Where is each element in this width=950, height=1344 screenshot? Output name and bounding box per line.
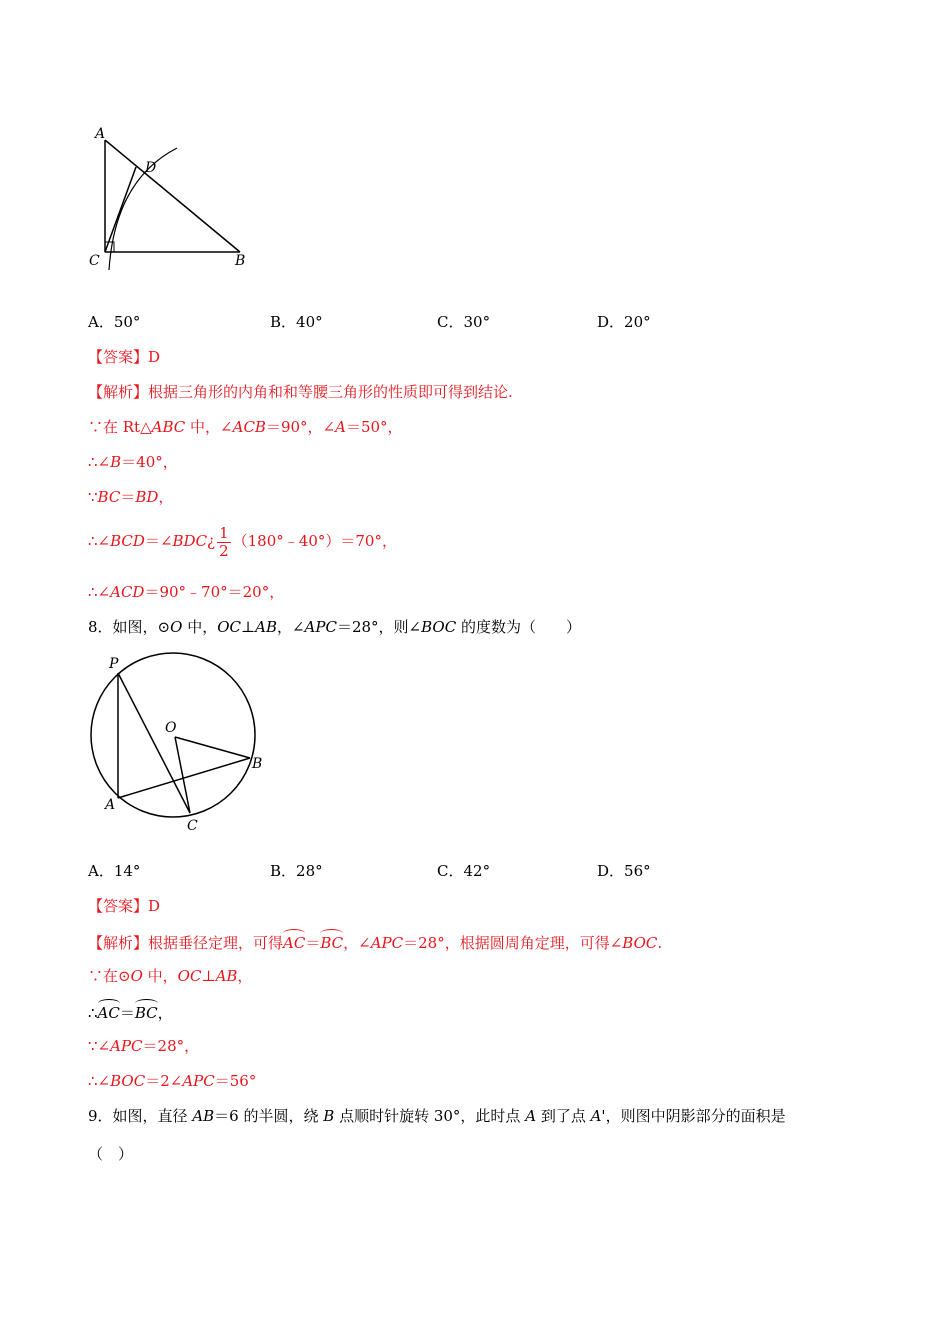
- text: 到了点: [536, 1107, 591, 1125]
- text: A': [590, 1107, 606, 1125]
- q8-stem: [88, 617, 581, 637]
- text: AB: [215, 967, 238, 985]
- label-d: D: [145, 160, 157, 176]
- text: ＝56°: [214, 1072, 257, 1090]
- analysis-label: 【解析】: [88, 934, 149, 952]
- text: BD: [135, 488, 159, 506]
- label-c: C: [89, 253, 100, 269]
- text: O: [130, 967, 143, 985]
- analysis-text: 根据三角形的内角和和等腰三角形的性质即可得到结论.: [148, 383, 513, 401]
- text: ∴: [88, 1004, 98, 1022]
- q8-option-d[interactable]: D．56°: [597, 862, 651, 880]
- q7-step-3: [88, 487, 173, 507]
- q8-option-b[interactable]: B．28°: [270, 862, 323, 880]
- text: APC: [304, 618, 337, 636]
- text: ⊥: [201, 967, 216, 985]
- text: A: [525, 1107, 537, 1125]
- q9-stem: [88, 1106, 786, 1126]
- text: ∵在 Rt△: [88, 418, 152, 436]
- text: ，: [157, 1004, 173, 1022]
- text: BOC: [421, 618, 457, 636]
- text: ACB: [232, 418, 266, 436]
- label-o: O: [165, 720, 177, 736]
- q7-analysis: [88, 382, 513, 402]
- q8-step-3: [88, 1036, 199, 1056]
- text: ＝2∠: [145, 1072, 183, 1090]
- text: ∵∠: [88, 1037, 111, 1055]
- arc-ac: AC: [98, 1001, 120, 1023]
- denominator: 2: [219, 541, 229, 560]
- text: O: [170, 618, 183, 636]
- text: ＝50°，: [345, 418, 403, 436]
- text: ∴∠: [88, 532, 111, 550]
- label-a: A: [95, 126, 106, 142]
- text: ＝90°﹣70°＝20°，: [144, 583, 285, 601]
- q7-answer: 【答案】D: [88, 348, 161, 366]
- label-p: P: [109, 656, 119, 672]
- text: ＝28°，根据圆周角定理，可得∠: [403, 934, 623, 952]
- label-a: A: [105, 797, 116, 813]
- q7-step-4: [88, 522, 397, 560]
- text: BCD: [110, 532, 145, 550]
- text: ⊥: [241, 618, 256, 636]
- text: ∵: [88, 488, 98, 506]
- q8-step-1: [88, 966, 252, 986]
- text: 中，: [182, 618, 218, 636]
- q7-step-1: [88, 417, 403, 437]
- q7-option-a[interactable]: A．50°: [88, 313, 141, 331]
- q7-step-5: [88, 582, 284, 602]
- triangle-figure-q7: [85, 120, 285, 280]
- text: BDC: [172, 532, 208, 550]
- text: APC: [182, 1072, 215, 1090]
- text: ABC: [151, 418, 186, 436]
- text: ＝∠: [144, 532, 173, 550]
- text: （180°﹣40°）＝70°，: [232, 532, 397, 550]
- text: OC: [217, 618, 241, 636]
- q8-option-a[interactable]: A．14°: [88, 862, 141, 880]
- q9-stem-line-2: （ ）: [88, 1145, 134, 1163]
- text: A: [335, 418, 346, 436]
- numerator: 1: [219, 523, 229, 542]
- text: 的度数为（ ）: [456, 618, 581, 636]
- q8-answer: 【答案】D: [88, 897, 161, 915]
- q7-option-c[interactable]: C．30°: [437, 313, 491, 331]
- text: ¿: [207, 532, 216, 550]
- text: ＝: [119, 1004, 135, 1022]
- text: APC: [110, 1037, 143, 1055]
- text: B: [110, 453, 122, 471]
- text: 根据垂径定理，可得: [148, 934, 284, 952]
- label-b: B: [252, 756, 263, 772]
- text: ＝: [305, 934, 321, 952]
- arc-bc: BC: [320, 931, 343, 953]
- text: ∴∠: [88, 453, 111, 471]
- text: ACD: [110, 583, 145, 601]
- text: BC: [97, 488, 121, 506]
- text: ，则图中阴影部分的面积是: [605, 1107, 786, 1125]
- text: APC: [370, 934, 404, 952]
- q7-option-b[interactable]: B．40°: [270, 313, 323, 331]
- q8-analysis: [88, 931, 662, 953]
- q8-option-c[interactable]: C．42°: [437, 862, 491, 880]
- text: ∵在⊙: [88, 967, 131, 985]
- text: BOC: [110, 1072, 146, 1090]
- q8-step-2: [88, 1001, 173, 1023]
- text: ，∠: [276, 618, 305, 636]
- analysis-label: 【解析】: [88, 383, 149, 401]
- text: ∴∠: [88, 583, 111, 601]
- label-b: B: [235, 253, 246, 269]
- text: OC: [177, 967, 202, 985]
- text: ＝28°，则∠: [336, 618, 422, 636]
- text: AB: [192, 1107, 215, 1125]
- text: B: [323, 1107, 335, 1125]
- text: 9．如图，直径: [88, 1107, 193, 1125]
- q7-step-2: [88, 452, 178, 472]
- q7-option-d[interactable]: D．20°: [597, 313, 651, 331]
- text: BOC: [622, 934, 658, 952]
- text: 点顺时针旋转 30°，此时点: [334, 1107, 526, 1125]
- arc-ac: AC: [283, 931, 305, 953]
- text: 中，: [142, 967, 178, 985]
- fraction-half: [217, 525, 231, 560]
- circle-figure-q8: [85, 648, 280, 838]
- text: ，: [158, 488, 174, 506]
- text: .: [657, 934, 663, 952]
- text: ，∠: [343, 934, 371, 952]
- text: ＝6 的半圆，绕: [214, 1107, 324, 1125]
- text: 8．如图，⊙: [88, 618, 171, 636]
- q8-step-4: [88, 1071, 256, 1091]
- text: ＝: [120, 488, 136, 506]
- text: AB: [255, 618, 277, 636]
- text: 中，∠: [185, 418, 233, 436]
- text: ＝90°，∠: [265, 418, 336, 436]
- label-c: C: [187, 818, 198, 834]
- text: ，: [237, 967, 253, 985]
- text: ＝40°，: [121, 453, 178, 471]
- arc-bc: BC: [135, 1001, 158, 1023]
- text: ∴∠: [88, 1072, 111, 1090]
- text: ＝28°，: [142, 1037, 200, 1055]
